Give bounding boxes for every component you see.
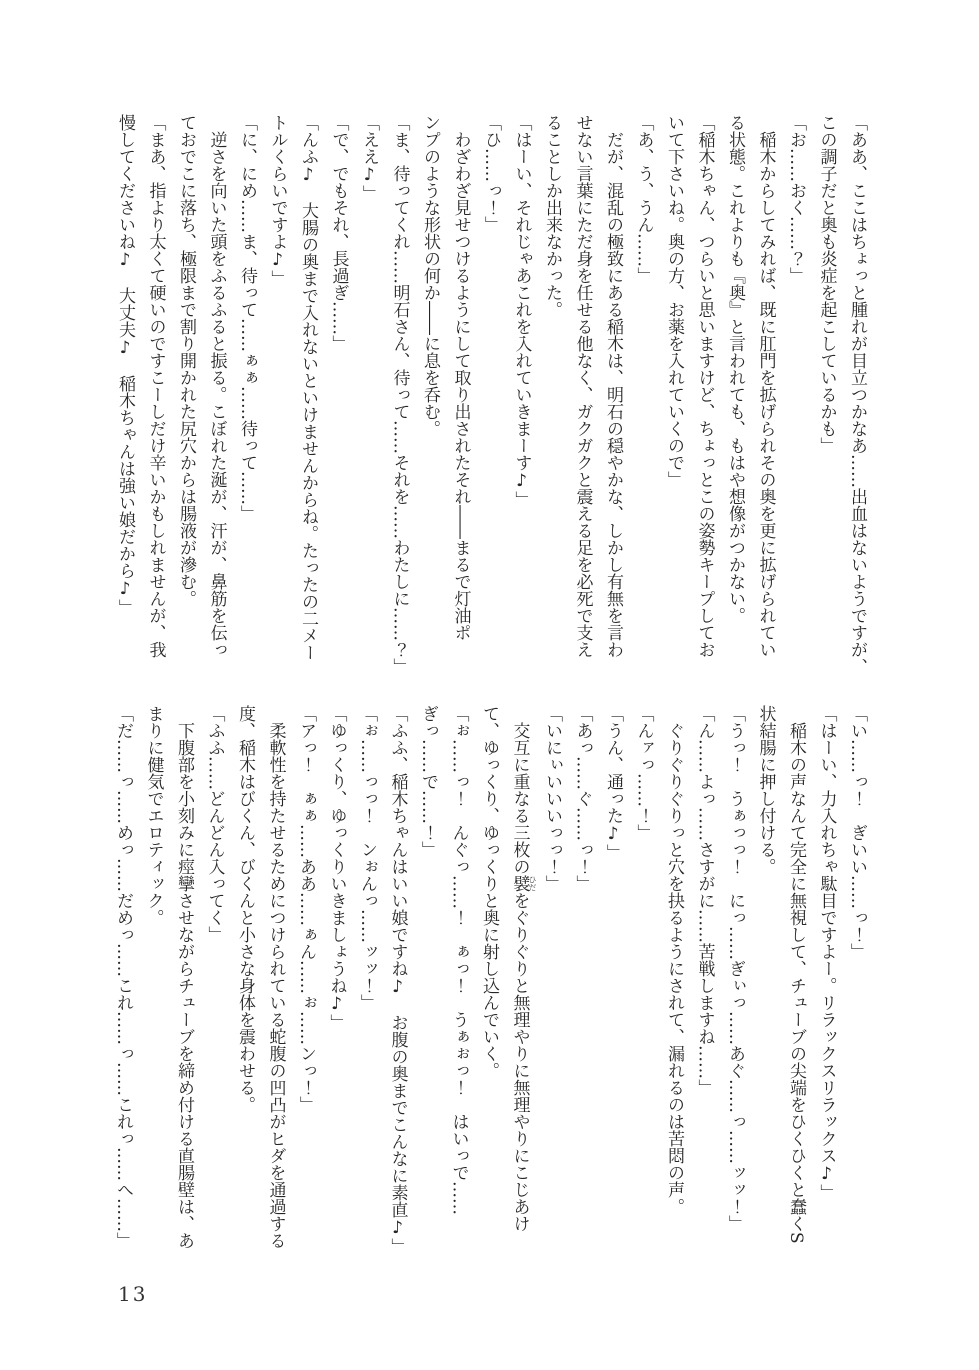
text-line: 「うん、通った♪」 [603,705,623,861]
text-line: ておでこに落ち、極限まで割り開かれた尻穴からは腸液が滲む。 [176,114,196,607]
vertical-text-block-upper [110,114,873,692]
text-line: 「だ……っ……めっ……だめっ……これ……っ……これっ……へ……」 [113,705,133,1249]
text-line: わざわざ見せつけるようにして取り出されたそれ――まるで灯油ポ [450,131,471,641]
text-line: トルくらいですよ♪」 [267,114,288,287]
text-line: いて下さいね。奥の方、お薬を入れていくので」 [664,114,684,488]
text-line: 「まあ、指より太くて硬いのですこーしだけ辛いかもしれませんが、我 [145,114,166,658]
text-line: この調子だと奥も炎症を起こしているかも」 [816,114,837,454]
ruby-annotated-word: 襞ひだ [509,875,537,892]
text-line: 「んァっ……！」 [633,705,654,841]
text-line: 「あっ……ぐ……っ！」 [572,705,593,892]
text-line: 「い……っ！ ぎいい……っ！」 [847,705,867,960]
text-line: 「んふ♪ 大腸の奥まで入れないといけませんからね。たったの二メー [298,114,318,661]
text-line: 逆さを向いた頭をふるふると振る。こぼれた涎が、汗が、鼻筋を伝っ [206,131,227,658]
text-line: 「いにぃいいいっっ！」 [542,705,562,892]
text-line: 慢してくださいね♪ 大丈夫♪ 稲木ちゃんは強い娘だから♪」 [115,114,135,616]
text-line: 「ひ……っ！」 [481,114,501,233]
text-line: 「ふふ……どんどん入ってく」 [204,705,225,943]
text-line: 交互に重なる三枚の襞ひだをぐりぐりと無理やりに無理やりにこじあけ [509,722,537,1232]
text-line: 「ま、待ってくれ……明石さん、待って……それを……わたしに……？」 [389,114,410,675]
text-line: 「に、にめ……ま、待って……ぁぁ……待って……」 [237,114,257,522]
text-line: 度、稲木はびくん、びくんと小さな身体を震わせる。 [235,705,255,1113]
text-line: 稲木からしてみれば、既に肛門を拡げられその奥を更に拡げられてい [755,131,776,658]
text-line: 「で、でもそれ、長過ぎ……」 [328,114,349,352]
text-line: 「ゆっくり、ゆっくりいきましょうね♪」 [326,705,347,1031]
text-line: 状結腸に押し付ける。 [755,705,776,875]
text-line: 「アっ！ ぁぁ……ああ……ぁん……ぉ……ンっ！」 [296,705,316,1113]
vertical-text-block-lower [108,705,873,1283]
text-line: 「お……おく……？」 [786,114,806,284]
text-line: る状態。これよりも『奥』と言われても、もはや想像がつかない。 [725,114,745,624]
text-line: ぎっ……で……！」 [418,705,438,858]
text-line: ることしか出来なかった。 [542,114,562,318]
text-line: 「ふふ、稲木ちゃんはいい娘ですね♪ お腹の奥までこんなに素直♪」 [387,705,408,1255]
text-line: 「ぉ……っっ！ ンぉんっ……ッッ！」 [357,705,377,1011]
text-line: 「はーい、力入れちゃ駄目ですよー。リラックスリラックス♪」 [816,705,837,1201]
text-line: だが、混乱の極致にある稲木は、明石の穏やかな、しかし有無を言わ [603,131,623,658]
text-line: まりに健気でエロティック。 [143,705,164,926]
text-line: 「ああ、ここはちょっと腫れが目立つかなあ……出血はないようですが、 [847,114,867,675]
text-line: 稲木の声なんて完全に無視して、チューブの尖端をひくひくと蠢くS [786,722,806,1244]
text-line: せない言葉にただ身を任せる他なく、ガクガクと震える足を必死で支え [572,114,593,658]
text-line: 「はーい、それじゃあこれを入れていきまーす♪」 [511,114,532,508]
text-line: ぐりぐりぐりっと穴を抉るようにされて、漏れるのは苦悶の声。 [664,722,684,1215]
text-line: 「ええ♪」 [359,114,379,202]
text-line: て、ゆっくり、ゆっくりと奥に射し込んでいく。 [479,705,499,1079]
text-line: 柔軟性を持たせるためにつけられている蛇腹の凹凸がヒダを通過する [265,722,286,1249]
text-line: 「あ、う、うん……」 [633,114,654,284]
text-line: 「うっ！ うぁっっ！ にっ……ぎぃっ……あぐ……っ……ッッ！」 [725,705,745,1232]
text-line: 「ぉ……っ！ んぐっ……！ ぁっ！ うぁぉっ！ はいっで…… [448,705,469,1215]
text-line: 「稲木ちゃん、つらいと思いますけど、ちょっとこの姿勢キープしてお [694,114,715,658]
text-line: 下腹部を小刻みに痙攣させながらチューブを締め付ける直腸壁は、あ [174,722,194,1249]
page-number: 13 [118,1282,148,1306]
text-line: ンプのような形状の何か――に息を呑む。 [420,114,440,437]
text-line: 「ん……よっ……さすがに……苦戦しますね……」 [694,705,715,1096]
